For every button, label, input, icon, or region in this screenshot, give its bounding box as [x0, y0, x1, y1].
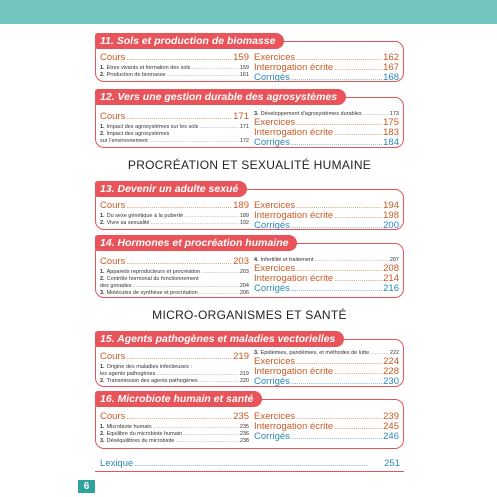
toc-item[interactable]: 2. Transmission des agents pathogènes ..... 220	[100, 378, 249, 385]
exercices-entry[interactable]: Exercices ..... 175	[254, 118, 399, 128]
toc-item-continued[interactable]: les agents pathogènes ..... 219	[100, 371, 249, 378]
cours-entry[interactable]: Cours ..... 159	[100, 53, 249, 63]
toc-item[interactable]: 4. Infertilité et traitement ..... 207	[254, 257, 399, 264]
chapter-block	[95, 183, 404, 231]
interrogation-entry[interactable]: Interrogation écrite ..... 183	[254, 128, 399, 138]
chapter-title[interactable]: 11. Sols et production de biomasse	[95, 33, 284, 49]
toc-item[interactable]: 1. Êtres vivants et formation des sols ..... 159	[100, 65, 249, 72]
exercices-entry[interactable]: Exercices ..... 224	[254, 357, 399, 367]
interrogation-entry[interactable]: Interrogation écrite ..... 198	[254, 211, 399, 221]
section-heading: MICRO-ORGANISMES ET SANTÉ	[152, 308, 347, 322]
chapter-title[interactable]: 14. Hormones et procréation humaine	[95, 235, 297, 251]
interrogation-entry[interactable]: Interrogation écrite ..... 167	[254, 63, 399, 73]
bottom-divider	[95, 471, 404, 472]
top-banner	[0, 0, 497, 24]
chapter-title[interactable]: 16. Microbiote humain et santé	[95, 391, 262, 407]
cours-entry[interactable]: Cours ..... 171	[100, 112, 249, 122]
chapter-block	[95, 35, 404, 83]
corriges-entry[interactable]: Corrigés ..... 200	[254, 221, 399, 231]
exercices-entry[interactable]: Exercices ..... 162	[254, 53, 399, 63]
corriges-entry[interactable]: Corrigés ..... 184	[254, 138, 399, 148]
chapter-title[interactable]: 15. Agents pathogènes et maladies vectorielles	[95, 331, 344, 347]
toc-item[interactable]: 2. Vivre sa sexualité ..... 192	[100, 220, 249, 227]
chapter-block	[95, 237, 404, 298]
toc-item[interactable]: 3. Épidémies, pandémies, et méthodes de lutte ..... 222	[254, 350, 399, 357]
toc-item[interactable]: 3. Développement d'agrosystèmes durables ..... 173	[254, 111, 399, 118]
chapter-block	[95, 333, 404, 387]
section-heading: PROCRÉATION ET SEXUALITÉ HUMAINE	[127, 158, 372, 172]
exercices-entry[interactable]: Exercices ..... 194	[254, 201, 399, 211]
toc-item[interactable]: 2. Équilibre du microbiote humain ..... 236	[100, 431, 249, 438]
cours-entry[interactable]: Cours ..... 189	[100, 201, 249, 211]
toc-item-continued[interactable]: des gonades ..... 204	[100, 283, 249, 290]
interrogation-entry[interactable]: Interrogation écrite ..... 214	[254, 274, 399, 284]
chapter-block	[95, 91, 404, 148]
corriges-entry[interactable]: Corrigés ..... 216	[254, 284, 399, 294]
toc-item-continued[interactable]: sur l'environnement ..... 172	[100, 138, 249, 145]
page-number: 6	[78, 480, 95, 493]
interrogation-entry[interactable]: Interrogation écrite ..... 228	[254, 367, 399, 377]
toc-item[interactable]: 1. Appareils reproducteurs et procréation ..... 203	[100, 269, 249, 276]
toc-item[interactable]: 1. Du sexe génétique à la puberté ..... 189	[100, 213, 249, 220]
exercices-entry[interactable]: Exercices ..... 239	[254, 412, 399, 422]
corriges-entry[interactable]: Corrigés ..... 168	[254, 73, 399, 83]
cours-entry[interactable]: Cours ..... 235	[100, 412, 249, 422]
cours-entry[interactable]: Cours ..... 219	[100, 352, 249, 362]
interrogation-entry[interactable]: Interrogation écrite ..... 245	[254, 422, 399, 432]
toc-item[interactable]: 1. Impact des agrosystèmes sur les sols ..... 171	[100, 124, 249, 131]
lexique-entry[interactable]: Lexique ..... 251	[100, 458, 400, 469]
chapter-block	[95, 393, 404, 449]
cours-entry[interactable]: Cours ..... 203	[100, 257, 249, 267]
toc-item[interactable]: 1. Origine des maladies infectieuses :	[100, 364, 192, 370]
corriges-entry[interactable]: Corrigés ..... 246	[254, 432, 399, 442]
toc-item[interactable]: 3. Molécules de synthèse et procréation ..... 206	[100, 290, 249, 297]
toc-item[interactable]: 2. Contrôle hormonal du fonctionnement	[100, 276, 199, 282]
toc-item[interactable]: 3. Déséquilibres du microbiote ..... 238	[100, 438, 249, 445]
toc-item[interactable]: 2. Production de biomasse ..... 161	[100, 72, 249, 79]
toc-item[interactable]: 1. Microbiote humain ..... 235	[100, 424, 249, 431]
chapter-title[interactable]: 13. Devenir un adulte sexué	[95, 181, 247, 197]
chapter-title[interactable]: 12. Vers une gestion durable des agrosystèmes	[95, 89, 346, 105]
toc-item[interactable]: 2. Impact des agrosystèmes	[100, 131, 170, 137]
exercices-entry[interactable]: Exercices ..... 208	[254, 264, 399, 274]
corriges-entry[interactable]: Corrigés ..... 230	[254, 377, 399, 387]
